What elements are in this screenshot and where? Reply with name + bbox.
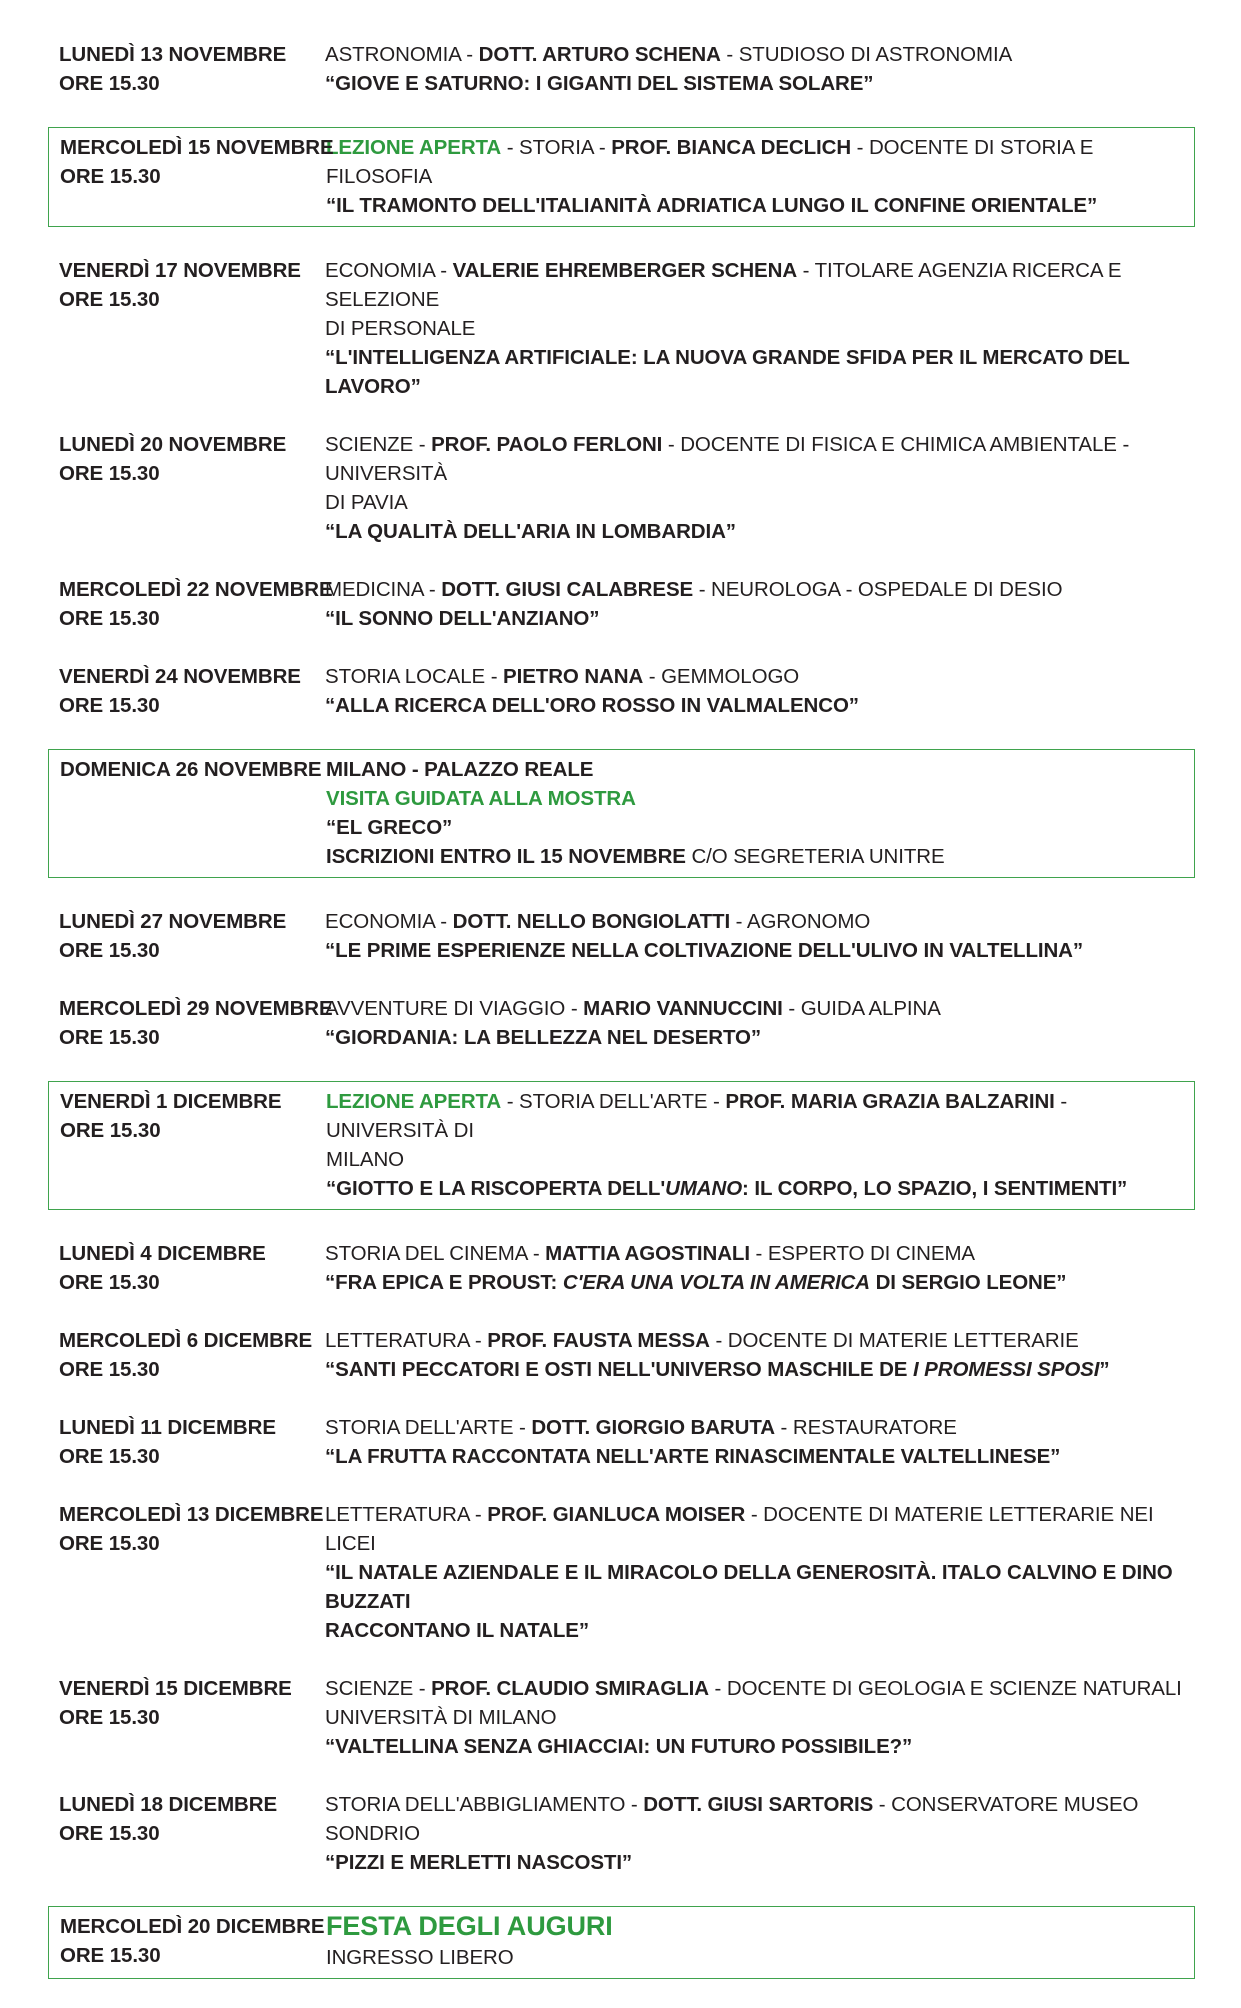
detail-text: - DOCENTE DI MATERIE LETTERARIE	[709, 1329, 1079, 1352]
detail-text: - DOCENTE DI STORIA E FILOSOFIA	[326, 136, 1094, 188]
event-details	[325, 907, 1185, 965]
event-details	[325, 575, 1185, 633]
emphasis-text: “LA QUALITÀ DELL'ARIA IN LOMBARDIA”	[325, 520, 736, 543]
event-details	[325, 1326, 1185, 1384]
event-when	[59, 1674, 329, 1732]
event-day: MERCOLEDÌ 29 NOVEMBRE	[59, 997, 333, 1020]
event-time: ORE 15.30	[59, 1532, 160, 1555]
event-time: ORE 15.30	[59, 72, 160, 95]
emphasis-text: DOTT. NELLO BONGIOLATTI	[452, 910, 731, 933]
event-time: ORE 15.30	[59, 607, 160, 630]
event-day: DOMENICA 26 NOVEMBRE	[60, 758, 322, 781]
event-detail-line	[325, 1355, 1185, 1384]
event-when	[59, 40, 329, 98]
emphasis-text: “GIORDANIA: LA BELLEZZA NEL DESERTO”	[325, 1026, 762, 1049]
event-time: ORE 15.30	[59, 1271, 160, 1294]
detail-text: ECONOMIA -	[325, 910, 453, 933]
event-when	[59, 1500, 329, 1558]
event-detail-line	[325, 1326, 1185, 1355]
emphasis-text: “GIOVE E SATURNO: I GIGANTI DEL SISTEMA SOLARE”	[325, 72, 874, 95]
emphasis-text: “EL GRECO”	[326, 816, 453, 839]
event-detail-line	[325, 1790, 1185, 1848]
event-details	[325, 994, 1185, 1052]
event-detail-line	[325, 1268, 1185, 1297]
event-detail-line	[325, 69, 1185, 98]
event-detail-line	[326, 842, 1184, 871]
event-when	[59, 907, 329, 965]
detail-text: STORIA DELL'ARTE -	[325, 1416, 532, 1439]
highlight-text: VISITA GUIDATA ALLA MOSTRA	[326, 787, 636, 810]
event-detail-line	[326, 1912, 1184, 1943]
emphasis-text: “IL TRAMONTO DELL'ITALIANITÀ ADRIATICA LUNGO IL CONFINE ORIENTALE”	[326, 194, 1098, 217]
detail-text: - TITOLARE AGENZIA RICERCA E SELEZIONE	[325, 259, 1122, 311]
event-day: LUNEDÌ 11 DICEMBRE	[59, 1416, 276, 1439]
detail-text: UNIVERSITÀ DI MILANO	[325, 1706, 557, 1729]
event-time: ORE 15.30	[59, 288, 160, 311]
detail-text: - NEUROLOGA - OSPEDALE DI DESIO	[693, 578, 1063, 601]
event-detail-line	[325, 40, 1185, 69]
event-when	[59, 1790, 329, 1848]
detail-text: MEDICINA -	[325, 578, 442, 601]
event-when	[59, 575, 333, 633]
event-detail-line	[325, 994, 1185, 1023]
detail-text: AVVENTURE DI VIAGGIO -	[325, 997, 584, 1020]
emphasis-text: I PROMESSI SPOSI	[912, 1358, 1100, 1381]
emphasis-text: “IL SONNO DELL'ANZIANO”	[325, 607, 600, 630]
detail-text: - STUDIOSO DI ASTRONOMIA	[720, 43, 1013, 66]
event-detail-line	[325, 488, 1185, 517]
event-when	[60, 1087, 330, 1145]
emphasis-text: RACCONTANO IL NATALE”	[325, 1619, 589, 1642]
detail-text: - GUIDA ALPINA	[782, 997, 941, 1020]
event-detail-line	[325, 430, 1185, 488]
detail-text: SCIENZE -	[325, 1677, 432, 1700]
detail-text: STORIA DELL'ABBIGLIAMENTO -	[325, 1793, 644, 1816]
detail-text: STORIA DEL CINEMA -	[325, 1242, 546, 1265]
event-item	[48, 1239, 1195, 1297]
event-item	[48, 907, 1195, 965]
event-time: ORE 15.30	[59, 694, 160, 717]
event-when	[59, 430, 329, 488]
detail-text: STORIA LOCALE -	[325, 665, 504, 688]
emphasis-text: PIETRO NANA	[503, 665, 644, 688]
emphasis-text: PROF. FAUSTA MESSA	[487, 1329, 710, 1352]
event-time: ORE 15.30	[59, 462, 160, 485]
event-time: ORE 15.30	[60, 1119, 161, 1142]
event-detail-line	[325, 907, 1185, 936]
event-day: LUNEDÌ 20 NOVEMBRE	[59, 433, 287, 456]
event-detail-line	[325, 604, 1185, 633]
emphasis-text: MILANO - PALAZZO REALE	[326, 758, 594, 781]
detail-text: - STORIA -	[501, 136, 612, 159]
event-detail-line	[325, 1500, 1185, 1558]
event-item	[48, 1790, 1195, 1877]
event-day: LUNEDÌ 13 NOVEMBRE	[59, 43, 287, 66]
event-details	[325, 662, 1185, 720]
event-details	[326, 1087, 1184, 1203]
event-details	[325, 256, 1185, 401]
event-detail-line	[325, 691, 1185, 720]
detail-text: ASTRONOMIA -	[325, 43, 479, 66]
emphasis-text: MARIO VANNUCCINI	[583, 997, 783, 1020]
detail-text: DI PERSONALE	[325, 317, 476, 340]
emphasis-text: “FRA EPICA E PROUST:	[325, 1271, 563, 1294]
emphasis-text: C'ERA UNA VOLTA IN AMERICA	[562, 1271, 870, 1294]
event-when	[60, 133, 334, 191]
event-detail-line	[325, 1413, 1185, 1442]
event-detail-line	[325, 343, 1185, 401]
event-item	[48, 256, 1195, 401]
event-details	[325, 40, 1185, 98]
event-item	[48, 749, 1195, 878]
event-detail-line	[325, 936, 1185, 965]
event-detail-line	[326, 133, 1184, 191]
emphasis-text: “SANTI PECCATORI E OSTI NELL'UNIVERSO MASCHILE DE	[325, 1358, 913, 1381]
event-detail-line	[325, 1023, 1185, 1052]
event-detail-line	[325, 256, 1185, 314]
event-day: VENERDÌ 1 DICEMBRE	[60, 1090, 282, 1113]
event-details	[326, 1912, 1184, 1972]
detail-text: - UNIVERSITÀ DI	[326, 1090, 1068, 1142]
emphasis-text: DOTT. GIUSI CALABRESE	[441, 578, 694, 601]
event-when	[59, 994, 333, 1052]
event-detail-line	[325, 517, 1185, 546]
detail-text: - CONSERVATORE MUSEO SONDRIO	[325, 1793, 1139, 1845]
event-day: LUNEDÌ 27 NOVEMBRE	[59, 910, 287, 933]
event-detail-line	[326, 813, 1184, 842]
event-item	[48, 1326, 1195, 1384]
detail-text: ECONOMIA -	[325, 259, 453, 282]
event-detail-line	[325, 575, 1185, 604]
event-day: VENERDÌ 24 NOVEMBRE	[59, 665, 301, 688]
detail-text: DI PAVIA	[325, 491, 408, 514]
detail-text: MILANO	[326, 1148, 404, 1171]
emphasis-text: VALERIE EHREMBERGER SCHENA	[452, 259, 798, 282]
detail-text: C/O SEGRETERIA UNITRE	[685, 845, 945, 868]
event-item	[48, 1413, 1195, 1471]
emphasis-text: PROF. GIANLUCA MOISER	[487, 1503, 746, 1526]
event-detail-line	[325, 314, 1185, 343]
detail-text: LETTERATURA -	[325, 1329, 488, 1352]
highlight-text: FESTA DEGLI AUGURI	[326, 1911, 613, 1941]
detail-text: - DOCENTE DI FISICA E CHIMICA AMBIENTALE - UNIVERSITÀ	[325, 433, 1130, 485]
event-when	[59, 662, 329, 720]
detail-text: - ESPERTO DI CINEMA	[749, 1242, 975, 1265]
event-day: MERCOLEDÌ 20 DICEMBRE	[60, 1915, 325, 1938]
detail-text: - RESTAURATORE	[774, 1416, 957, 1439]
event-detail-line	[325, 1848, 1185, 1877]
emphasis-text: PROF. BIANCA DECLICH	[611, 136, 852, 159]
event-detail-line	[325, 1239, 1185, 1268]
detail-text: - STORIA DELL'ARTE -	[501, 1090, 726, 1113]
emphasis-text: “PIZZI E MERLETTI NASCOSTI”	[325, 1851, 633, 1874]
event-day: MERCOLEDÌ 22 NOVEMBRE	[59, 578, 333, 601]
event-detail-line	[325, 662, 1185, 691]
event-detail-line	[326, 1145, 1184, 1174]
emphasis-text: PROF. PAOLO FERLONI	[431, 433, 663, 456]
event-day: VENERDÌ 17 NOVEMBRE	[59, 259, 301, 282]
event-day: VENERDÌ 15 DICEMBRE	[59, 1677, 292, 1700]
emphasis-text: “L'INTELLIGENZA ARTIFICIALE: LA NUOVA GRANDE SFIDA PER IL MERCATO DEL LAVORO”	[325, 346, 1130, 398]
emphasis-text: PROF. CLAUDIO SMIRAGLIA	[431, 1677, 709, 1700]
event-detail-line	[325, 1442, 1185, 1471]
event-when	[59, 1413, 329, 1471]
event-detail-line	[326, 1174, 1184, 1203]
event-time: ORE 15.30	[60, 165, 161, 188]
emphasis-text: DOTT. GIUSI SARTORIS	[643, 1793, 874, 1816]
event-time: ORE 15.30	[60, 1944, 161, 1967]
event-when	[59, 1326, 329, 1384]
event-schedule	[48, 40, 1195, 2008]
event-item	[48, 1906, 1195, 1979]
event-time: ORE 15.30	[59, 1358, 160, 1381]
emphasis-text: “GIOTTO E LA RISCOPERTA DELL'	[326, 1177, 666, 1200]
event-day: LUNEDÌ 4 DICEMBRE	[59, 1242, 266, 1265]
emphasis-text: PROF. MARIA GRAZIA BALZARINI	[725, 1090, 1055, 1113]
detail-text: - DOCENTE DI MATERIE LETTERARIE NEI LICEI	[325, 1503, 1154, 1555]
detail-text: SCIENZE -	[325, 433, 432, 456]
emphasis-text: DI SERGIO LEONE”	[869, 1271, 1067, 1294]
event-day: MERCOLEDÌ 6 DICEMBRE	[59, 1329, 313, 1352]
event-item	[48, 994, 1195, 1052]
emphasis-text: “VALTELLINA SENZA GHIACCIAI: UN FUTURO POSSIBILE?”	[325, 1735, 913, 1758]
event-day: MERCOLEDÌ 13 DICEMBRE	[59, 1503, 324, 1526]
event-details	[326, 755, 1184, 871]
highlight-text: LEZIONE APERTA	[326, 1090, 502, 1113]
event-details	[325, 430, 1185, 546]
event-details	[325, 1790, 1185, 1877]
highlight-text: LEZIONE APERTA	[326, 136, 502, 159]
event-detail-line	[325, 1674, 1185, 1703]
event-item	[48, 1081, 1195, 1210]
event-details	[325, 1239, 1185, 1297]
event-detail-line	[326, 1087, 1184, 1145]
event-detail-line	[325, 1703, 1185, 1732]
emphasis-text: “LA FRUTTA RACCONTATA NELL'ARTE RINASCIMENTALE VALTELLINESE”	[325, 1445, 1061, 1468]
event-when	[60, 1912, 330, 1970]
emphasis-text: MATTIA AGOSTINALI	[545, 1242, 750, 1265]
event-item	[48, 127, 1195, 227]
detail-text: LETTERATURA -	[325, 1503, 488, 1526]
event-item	[48, 662, 1195, 720]
event-item	[48, 1500, 1195, 1645]
event-day: LUNEDÌ 18 DICEMBRE	[59, 1793, 278, 1816]
emphasis-text: DOTT. ARTURO SCHENA	[478, 43, 721, 66]
detail-text: INGRESSO LIBERO	[326, 1946, 514, 1969]
event-detail-line	[325, 1732, 1185, 1761]
event-time: ORE 15.30	[59, 1445, 160, 1468]
event-detail-line	[325, 1616, 1185, 1645]
emphasis-text: : IL CORPO, LO SPAZIO, I SENTIMENTI”	[742, 1177, 1128, 1200]
emphasis-text: “LE PRIME ESPERIENZE NELLA COLTIVAZIONE DELL'ULIVO IN VALTELLINA”	[325, 939, 1084, 962]
event-when	[59, 256, 329, 314]
event-details	[326, 133, 1184, 220]
event-item	[48, 1674, 1195, 1761]
event-detail-line	[326, 755, 1184, 784]
event-detail-line	[326, 784, 1184, 813]
event-detail-line	[326, 191, 1184, 220]
event-day: MERCOLEDÌ 15 NOVEMBRE	[60, 136, 334, 159]
detail-text: - GEMMOLOGO	[643, 665, 800, 688]
emphasis-text: ISCRIZIONI ENTRO IL 15 NOVEMBRE	[326, 845, 686, 868]
emphasis-text: UMANO	[665, 1177, 743, 1200]
detail-text: - AGRONOMO	[730, 910, 871, 933]
event-time: ORE 15.30	[59, 1026, 160, 1049]
emphasis-text: “IL NATALE AZIENDALE E IL MIRACOLO DELLA GENEROSITÀ. ITALO CALVINO E DINO BUZZATI	[325, 1561, 1173, 1613]
event-time: ORE 15.30	[59, 1706, 160, 1729]
event-details	[325, 1674, 1185, 1761]
event-time: ORE 15.30	[59, 1822, 160, 1845]
event-time: ORE 15.30	[59, 939, 160, 962]
emphasis-text: DOTT. GIORGIO BARUTA	[531, 1416, 775, 1439]
event-detail-line	[326, 1943, 1184, 1972]
event-item	[48, 575, 1195, 633]
event-item	[48, 430, 1195, 546]
event-details	[325, 1413, 1185, 1471]
event-detail-line	[325, 1558, 1185, 1616]
event-when	[59, 1239, 329, 1297]
event-when	[60, 755, 330, 784]
detail-text: - DOCENTE DI GEOLOGIA E SCIENZE NATURALI	[708, 1677, 1182, 1700]
emphasis-text: “ALLA RICERCA DELL'ORO ROSSO IN VALMALENCO”	[325, 694, 859, 717]
emphasis-text: ”	[1099, 1358, 1110, 1381]
event-details	[325, 1500, 1185, 1645]
event-item	[48, 40, 1195, 98]
